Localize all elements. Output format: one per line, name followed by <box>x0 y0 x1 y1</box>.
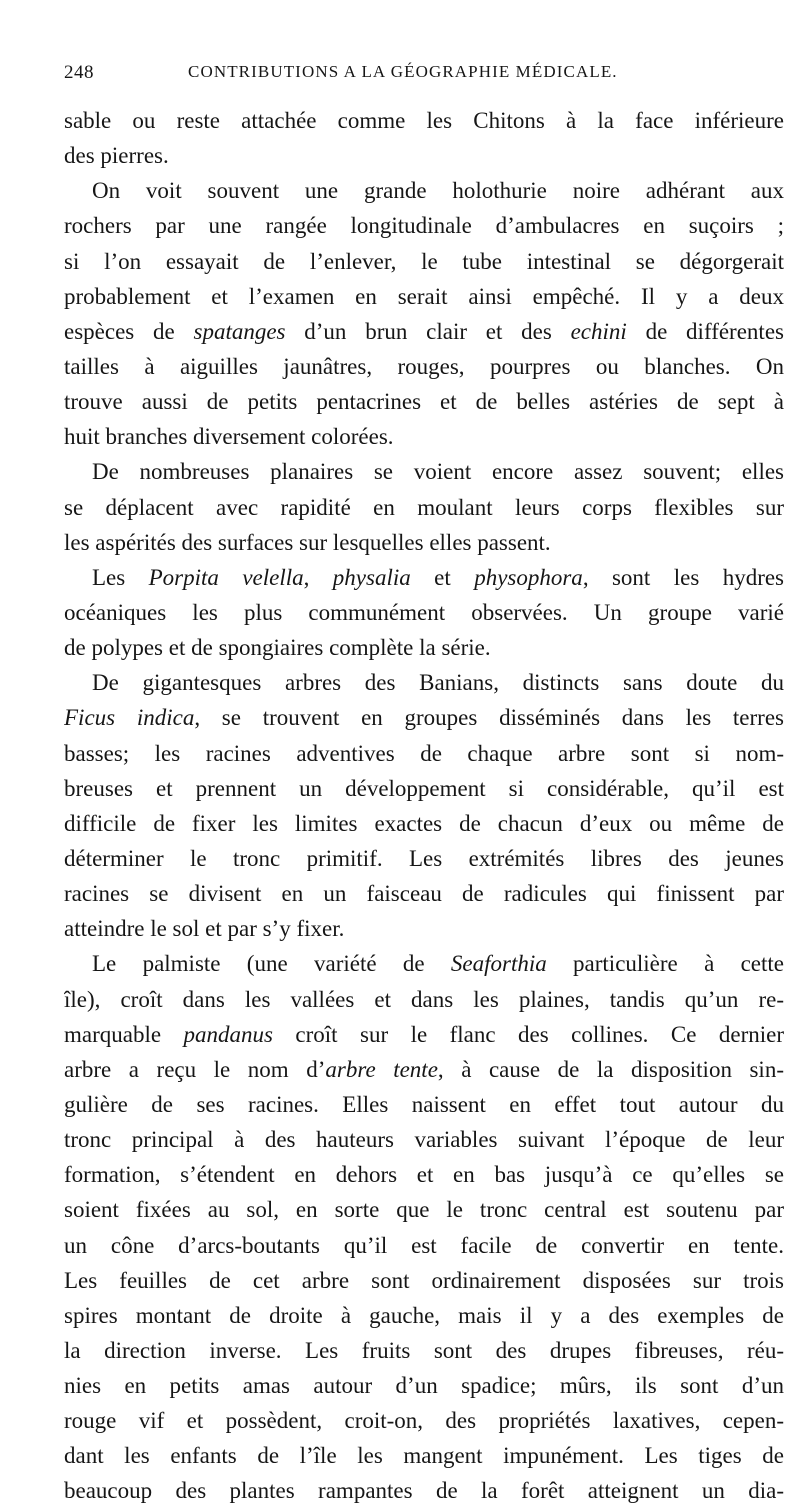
text-segment: racines se divisent en un faisceau de radicules qui finissent par <box>64 881 784 907</box>
italic-term: arbre tente <box>325 1056 438 1082</box>
text-segment: particulière à cette <box>546 951 784 977</box>
text-line <box>64 1333 784 1368</box>
text-segment: soient fixées au sol, en sorte que le tronc central est soutenu par <box>64 1197 784 1223</box>
text-line <box>64 349 784 384</box>
page-number: 248 <box>64 62 94 83</box>
text-line <box>64 1263 784 1298</box>
text-line <box>64 1017 784 1052</box>
text-line <box>64 841 784 876</box>
italic-term: spatanges <box>193 318 286 344</box>
body-text <box>64 103 784 1509</box>
paragraph-first-line <box>64 173 784 208</box>
text-line <box>64 982 784 1017</box>
text-segment: et <box>410 564 475 590</box>
paragraph-first-line <box>64 560 784 595</box>
paragraph-first-line <box>64 946 784 981</box>
text-segment: Le palmiste (une variété de <box>92 951 451 977</box>
text-segment: Les feuilles de cet arbre sont ordinairement disposées sur trois <box>64 1267 784 1293</box>
text-segment: trouve aussi de petits pentacrines et de belles astéries de sept à <box>64 389 784 415</box>
paragraph-first-line <box>64 454 784 489</box>
text-line <box>64 1473 784 1508</box>
text-segment: huit branches diversement colorées. <box>64 424 394 450</box>
text-segment: rochers par une rangée longitudinale d’ambulacres en suçoirs ; <box>64 213 784 239</box>
text-segment: si l’on essayait de l’enlever, le tube intestinal se dégorgerait <box>64 248 784 274</box>
text-segment: probablement et l’examen en serait ainsi empêché. Il y a deux <box>64 283 784 309</box>
italic-term: Porpita velella <box>148 564 304 590</box>
text-line <box>64 1192 784 1227</box>
text-segment: , sont les hydres <box>582 564 784 590</box>
text-segment: , se trouvent en groupes disséminés dans les terres <box>194 705 784 731</box>
text-line <box>64 806 784 841</box>
text-segment: île), croît dans les vallées et dans les plaines, tandis qu’un re- <box>64 986 784 1012</box>
text-segment: De gigantesques arbres des Banians, distincts sans doute du <box>92 670 784 696</box>
text-segment: , <box>303 564 333 590</box>
text-segment: arbre a reçu le nom d’ <box>64 1056 326 1082</box>
text-line <box>64 314 784 349</box>
text-line <box>64 1157 784 1192</box>
text-line <box>64 630 784 665</box>
italic-term: Seaforthia <box>450 951 547 977</box>
text-segment: les aspérités des surfaces sur lesquelles elles passent. <box>64 529 551 555</box>
text-line <box>64 1052 784 1087</box>
paragraph-first-line <box>64 665 784 700</box>
text-segment: De nombreuses planaires se voient encore assez souvent; elles <box>92 459 784 485</box>
text-segment: sable ou reste attachée comme les Chitons à la face inférieure <box>64 108 784 133</box>
text-segment: déterminer le tronc primitif. Les extrémités libres des jeunes <box>64 845 784 871</box>
text-segment: tailles à aiguilles jaunâtres, rouges, pourpres ou blanches. On <box>64 353 784 379</box>
text-segment: , à cause de la disposition sin- <box>437 1056 784 1082</box>
text-segment: spires montant de droite à gauche, mais il y a des exemples de <box>64 1302 784 1328</box>
text-line <box>64 279 784 314</box>
text-line <box>64 700 784 735</box>
italic-term: echini <box>570 318 627 344</box>
text-segment: de différentes <box>626 318 784 344</box>
text-line <box>64 771 784 806</box>
text-line <box>64 1403 784 1438</box>
text-line <box>64 244 784 279</box>
text-line <box>64 1298 784 1333</box>
italic-term: physalia <box>332 564 411 590</box>
text-line <box>64 1368 784 1403</box>
text-line <box>64 1087 784 1122</box>
text-segment: tronc principal à des hauteurs variables suivant l’époque de leur <box>64 1127 784 1153</box>
text-line <box>64 138 784 173</box>
italic-term: pandanus <box>183 1021 273 1047</box>
text-segment: basses; les racines adventives de chaque arbre sont si nom- <box>64 740 784 766</box>
text-line <box>64 525 784 560</box>
text-line <box>64 1228 784 1263</box>
text-line <box>64 1122 784 1157</box>
text-segment: formation, s’étendent en dehors et en bas jusqu’à ce qu’elles se <box>64 1162 784 1188</box>
text-line <box>64 490 784 525</box>
text-segment: atteindre le sol et par s’y fixer. <box>64 916 345 942</box>
text-line <box>64 876 784 911</box>
text-line <box>64 1438 784 1473</box>
text-line <box>64 419 784 454</box>
text-segment: nies en petits amas autour d’un spadice; mûrs, ils sont d’un <box>64 1373 784 1399</box>
text-segment: la direction inverse. Les fruits sont des drupes fibreuses, réu- <box>64 1337 784 1363</box>
text-segment: beaucoup des plantes rampantes de la forêt atteignent un dia- <box>64 1478 784 1504</box>
text-segment: espèces de <box>64 318 194 344</box>
page-header <box>64 62 784 90</box>
text-segment: océaniques les plus communément observées. Un groupe varié <box>64 599 784 625</box>
text-segment: de polypes et de spongiaires complète la série. <box>64 635 491 661</box>
text-line <box>64 103 784 138</box>
text-segment: croît sur le flanc des collines. Ce dernier <box>272 1021 784 1047</box>
text-segment: des pierres. <box>64 143 169 169</box>
text-segment: On voit souvent une grande holothurie noire adhérant aux <box>92 178 784 204</box>
text-segment: gulière de ses racines. Elles naissent en effet tout autour du <box>64 1091 784 1117</box>
text-line <box>64 384 784 419</box>
italic-term: physophora <box>474 564 583 590</box>
text-line <box>64 911 784 946</box>
text-segment: un cône d’arcs-boutants qu’il est facile de convertir en tente. <box>64 1232 784 1258</box>
text-segment: d’un brun clair et des <box>285 318 571 344</box>
running-title: CONTRIBUTIONS A LA GÉOGRAPHIE MÉDICALE. <box>188 62 618 81</box>
italic-term: Ficus indica <box>64 705 195 731</box>
text-segment: marquable <box>64 1021 184 1047</box>
text-segment: dant les enfants de l’île les mangent impunément. Les tiges de <box>64 1443 784 1469</box>
text-line <box>64 595 784 630</box>
text-segment: Les <box>92 564 149 590</box>
text-segment: breuses et prennent un développement si considérable, qu’il est <box>64 775 784 801</box>
text-segment: difficile de fixer les limites exactes de chacun d’eux ou même de <box>64 810 784 836</box>
text-line <box>64 208 784 243</box>
text-segment: se déplacent avec rapidité en moulant leurs corps flexibles sur <box>64 494 784 520</box>
text-line <box>64 736 784 771</box>
text-segment: rouge vif et possèdent, croit-on, des propriétés laxatives, cepen- <box>64 1408 784 1434</box>
